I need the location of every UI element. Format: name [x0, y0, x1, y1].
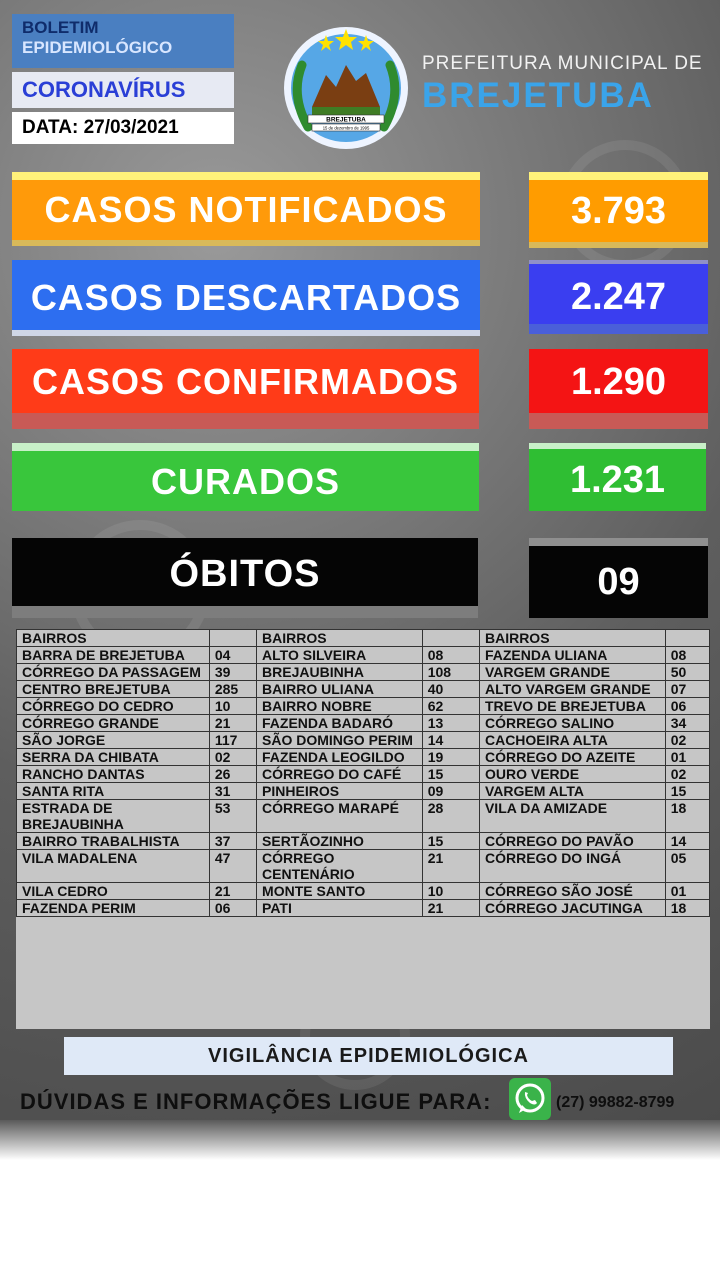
bairro-name: BARRA DE BREJETUBA	[17, 647, 210, 664]
duvidas-text: DÚVIDAS E INFORMAÇÕES LIGUE PARA:	[20, 1089, 492, 1114]
bairro-name: ESTRADA DE BREJAUBINHA	[17, 800, 210, 833]
bairro-name: CÓRREGO GRANDE	[17, 715, 210, 732]
table-row	[17, 766, 710, 783]
bairro-count: 10	[422, 883, 479, 900]
bairro-count: 26	[209, 766, 256, 783]
stat-curados-label: CURADOS	[12, 443, 479, 511]
stat-notificados-label: CASOS NOTIFICADOS	[12, 172, 480, 246]
table-row	[17, 783, 710, 800]
bairro-name: SÃO DOMINGO PERIM	[257, 732, 423, 749]
bairro-count: 40	[422, 681, 479, 698]
bairro-name: SANTA RITA	[17, 783, 210, 800]
bairro-count: 09	[422, 783, 479, 800]
bairro-count: 31	[209, 783, 256, 800]
bairro-count: 01	[665, 883, 709, 900]
bairro-count: 39	[209, 664, 256, 681]
table-row	[17, 883, 710, 900]
bairro-count: 28	[422, 800, 479, 833]
table-row	[17, 850, 710, 883]
bairro-count: 285	[209, 681, 256, 698]
bairro-count: 08	[665, 647, 709, 664]
bairro-count: 108	[422, 664, 479, 681]
stat-confirmados-value: 1.290	[529, 349, 708, 429]
table-row	[17, 749, 710, 766]
background-fade	[0, 1120, 720, 1160]
prefeitura-label: PREFEITURA MUNICIPAL DE	[422, 53, 703, 74]
bairro-count: 10	[209, 698, 256, 715]
bairro-count: 06	[209, 900, 256, 917]
table-row	[17, 698, 710, 715]
bairro-name: CÓRREGO DA PASSAGEM	[17, 664, 210, 681]
bairro-name: ALTO VARGEM GRANDE	[479, 681, 665, 698]
bairro-name: BREJAUBINHA	[257, 664, 423, 681]
table-row	[17, 833, 710, 850]
bairro-count: 02	[665, 732, 709, 749]
bulletin-date	[12, 112, 234, 144]
bulletin-title-line1: BOLETIM	[22, 18, 99, 37]
bairros-table	[16, 629, 710, 1029]
bairro-name: CÓRREGO DO CAFÉ	[257, 766, 423, 783]
table-row	[17, 664, 710, 681]
bairro-name: RANCHO DANTAS	[17, 766, 210, 783]
bairro-name: CÓRREGO DO CEDRO	[17, 698, 210, 715]
bairro-count: 50	[665, 664, 709, 681]
bairro-count: 62	[422, 698, 479, 715]
stat-notificados-value: 3.793	[529, 172, 708, 248]
bairro-count: 21	[422, 900, 479, 917]
city-name: BREJETUBA	[422, 76, 654, 115]
date-value: 27/03/2021	[83, 117, 179, 138]
bairro-name: CÓRREGO MARAPÉ	[257, 800, 423, 833]
table-row	[17, 647, 710, 664]
bairro-count: 14	[422, 732, 479, 749]
bairro-name: CACHOEIRA ALTA	[479, 732, 665, 749]
bairro-name: SERTÃOZINHO	[257, 833, 423, 850]
table-header-row	[17, 630, 710, 647]
bairro-count: 14	[665, 833, 709, 850]
bairro-name: CÓRREGO SÃO JOSÉ	[479, 883, 665, 900]
whatsapp-icon[interactable]	[509, 1078, 551, 1120]
bairro-name: OURO VERDE	[479, 766, 665, 783]
bairro-count: 13	[422, 715, 479, 732]
bairro-name: CÓRREGO DO INGÁ	[479, 850, 665, 883]
bairro-name: CÓRREGO DO AZEITE	[479, 749, 665, 766]
bairro-count: 37	[209, 833, 256, 850]
bairro-count: 21	[209, 883, 256, 900]
bairro-count: 15	[422, 766, 479, 783]
bairro-name: FAZENDA BADARÓ	[257, 715, 423, 732]
bulletin-box	[12, 14, 234, 144]
stat-obitos-value: 09	[529, 538, 708, 618]
bairro-count: 19	[422, 749, 479, 766]
bairro-name: CENTRO BREJETUBA	[17, 681, 210, 698]
bairro-name: FAZENDA ULIANA	[479, 647, 665, 664]
bairro-name: BAIRRO ULIANA	[257, 681, 423, 698]
bairro-count: 18	[665, 800, 709, 833]
bairro-name: VARGEM GRANDE	[479, 664, 665, 681]
stat-descartados-label: CASOS DESCARTADOS	[12, 260, 480, 336]
bairro-count: 15	[422, 833, 479, 850]
bulletin-title-line2: EPIDEMIOLÓGICO	[22, 38, 173, 57]
bairro-name: MONTE SANTO	[257, 883, 423, 900]
table-row	[17, 800, 710, 833]
bairro-count: 07	[665, 681, 709, 698]
bairro-name: VILA CEDRO	[17, 883, 210, 900]
bairro-count: 34	[665, 715, 709, 732]
bairro-count: 04	[209, 647, 256, 664]
stat-confirmados-label: CASOS CONFIRMADOS	[12, 349, 479, 429]
column-header: BAIRROS	[257, 630, 423, 647]
phone-number[interactable]: (27) 99882-8799	[556, 1094, 675, 1111]
bairro-count: 06	[665, 698, 709, 715]
municipal-seal-logo	[282, 25, 410, 150]
bairro-name: CÓRREGO JACUTINGA	[479, 900, 665, 917]
bairro-name: SERRA DA CHIBATA	[17, 749, 210, 766]
bairro-name: ALTO SILVEIRA	[257, 647, 423, 664]
bairro-count: 53	[209, 800, 256, 833]
bairro-name: CÓRREGO SALINO	[479, 715, 665, 732]
bairro-count: 21	[422, 850, 479, 883]
bairro-name: PATI	[257, 900, 423, 917]
bairro-count: 05	[665, 850, 709, 883]
stat-obitos-label: ÓBITOS	[12, 538, 478, 618]
bairro-count: 47	[209, 850, 256, 883]
bairro-count: 117	[209, 732, 256, 749]
whatsapp-glyph	[509, 1078, 551, 1120]
stat-descartados-value: 2.247	[529, 260, 708, 334]
vigilancia-banner: VIGILÂNCIA EPIDEMIOLÓGICA	[64, 1037, 673, 1075]
column-header: BAIRROS	[479, 630, 665, 647]
bairro-name: VARGEM ALTA	[479, 783, 665, 800]
logo-text-city: BREJETUBA	[326, 116, 366, 124]
table-row	[17, 900, 710, 917]
bulletin-subtitle: CORONAVÍRUS	[12, 72, 234, 108]
bairro-count: 21	[209, 715, 256, 732]
table-row	[17, 715, 710, 732]
bairro-count: 01	[665, 749, 709, 766]
bairro-count: 15	[665, 783, 709, 800]
bairro-name: VILA DA AMIZADE	[479, 800, 665, 833]
table-row	[17, 732, 710, 749]
column-header: BAIRROS	[17, 630, 210, 647]
bairro-count: 08	[422, 647, 479, 664]
bairro-name: PINHEIROS	[257, 783, 423, 800]
bairro-name: BAIRRO NOBRE	[257, 698, 423, 715]
bairro-count: 02	[665, 766, 709, 783]
table-row	[17, 681, 710, 698]
bairro-count: 18	[665, 900, 709, 917]
bairro-name: SÃO JORGE	[17, 732, 210, 749]
bairro-name: FAZENDA PERIM	[17, 900, 210, 917]
bairro-count: 02	[209, 749, 256, 766]
bairro-name: FAZENDA LEOGILDO	[257, 749, 423, 766]
bairro-name: CÓRREGO DO PAVÃO	[479, 833, 665, 850]
bairro-name: TREVO DE BREJETUBA	[479, 698, 665, 715]
date-label: DATA:	[22, 117, 79, 138]
bairro-name: BAIRRO TRABALHISTA	[17, 833, 210, 850]
bairro-name: VILA MADALENA	[17, 850, 210, 883]
bulletin-title	[12, 14, 234, 68]
bairro-name: CÓRREGO CENTENÁRIO	[257, 850, 423, 883]
stat-curados-value: 1.231	[529, 443, 706, 511]
logo-text-date: 15 de dezembro de 1995	[322, 125, 370, 131]
